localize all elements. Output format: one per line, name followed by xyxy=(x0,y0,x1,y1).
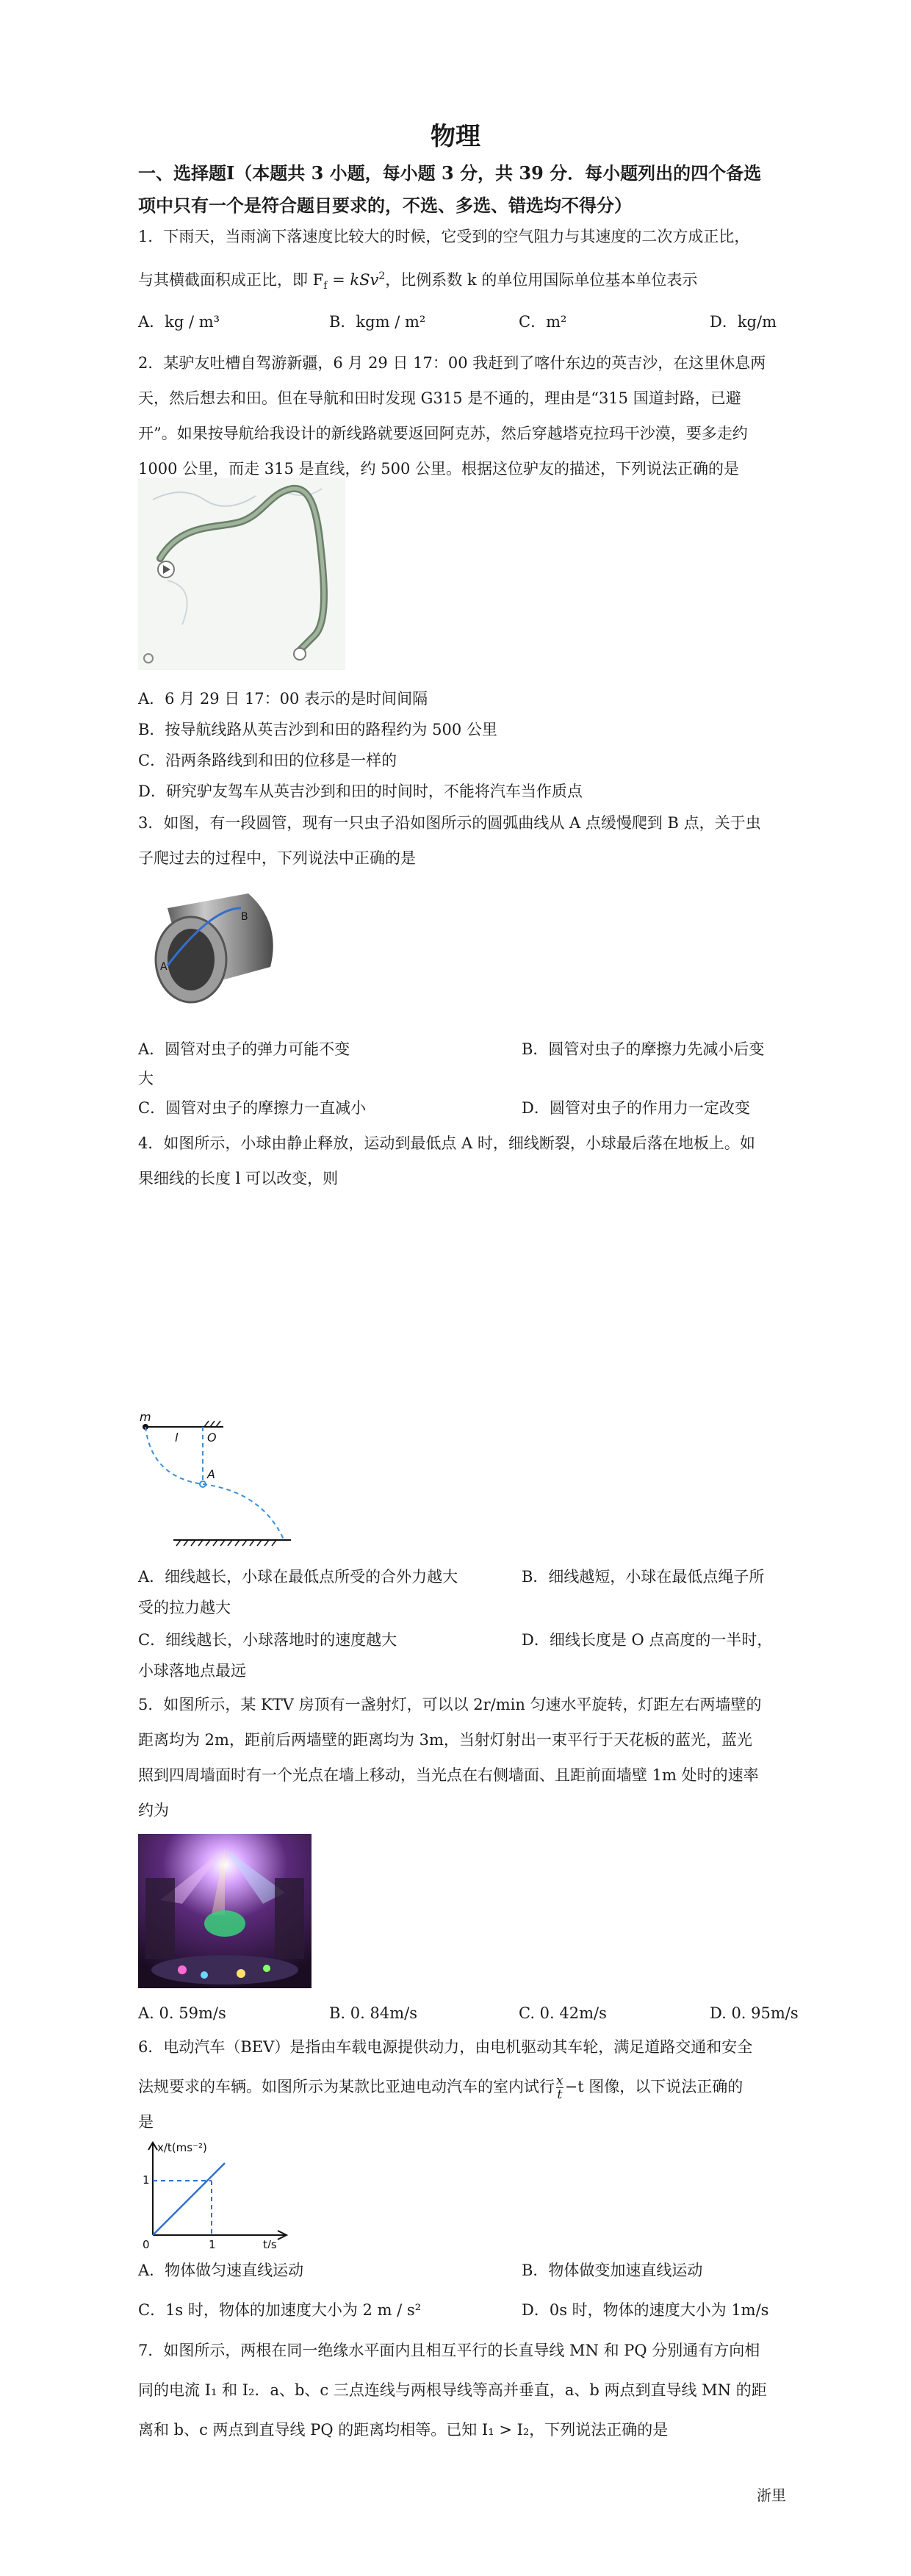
q1-option-d[interactable]: D．kg/m xyxy=(710,313,777,331)
end-marker-icon xyxy=(294,648,306,660)
xt-t-graph xyxy=(138,2138,307,2248)
origin-label: 0 xyxy=(143,2238,150,2248)
q3-option-a[interactable]: A．圆管对虫子的弹力可能不变 xyxy=(138,1040,350,1058)
question-5-line-4: 约为 xyxy=(138,1802,169,1819)
question-2-line-3: 开”。如果按导航给我设计的新线路就要返回阿克苏，然后穿越塔克拉玛干沙漠，要多走约 xyxy=(138,425,748,442)
question-2 xyxy=(138,345,785,486)
q2-options xyxy=(138,683,583,807)
lowest-point-label: A xyxy=(207,1467,215,1481)
point-a-label: A xyxy=(160,961,168,973)
section-heading-line-1: 一、选择题Ⅰ（本题共 3 小题，每小题 3 分，共 39 分．每小题列出的四个备选 xyxy=(138,162,762,184)
question-4-line-1: 4．如图所示，小球由静止释放，运动到最低点 A 时，细线断裂，小球最后落在地板上。如 xyxy=(138,1134,755,1152)
page-title: 物理 xyxy=(431,122,480,151)
q5-option-a[interactable]: A. 0. 59m/s xyxy=(138,2004,226,2022)
question-7-line-3: 离和 b、c 两点到直导线 PQ 的距离均相等。已知 I₁ > I₂，下列说法正确的是 xyxy=(138,2421,669,2439)
q4-option-a[interactable]: A．细线越长，小球在最低点所受的合外力越大 xyxy=(138,1568,458,1586)
q2-option-b[interactable]: B．按导航线路从英吉沙到和田的路程约为 500 公里 xyxy=(138,721,497,738)
point-b-label: B xyxy=(241,911,248,923)
swing-path xyxy=(145,1427,203,1484)
q6-option-b[interactable]: B．物体做变加速直线运动 xyxy=(522,2262,703,2279)
q6-option-a[interactable]: A．物体做匀速直线运动 xyxy=(138,2262,304,2279)
question-4 xyxy=(138,1126,785,1196)
question-2-line-2: 天，然后想去和田。但在导航和田时发现 G315 是不通的，理由是“315 国道封路，已避 xyxy=(138,389,741,407)
question-3 xyxy=(138,805,785,876)
question-5-line-1: 5．如图所示，某 KTV 房顶有一盏射灯，可以以 2r/min 匀速水平旋转，灯距左右两墙壁的 xyxy=(138,1696,762,1713)
section-heading-line-2: 项中只有一个是符合题目要求的，不选、多选、错选均不得分） xyxy=(138,195,632,216)
y-tick-label: 1 xyxy=(143,2173,150,2187)
q3-option-b-continued: 大 xyxy=(138,1070,154,1087)
q2-option-d[interactable]: D．研究驴友驾车从英吉沙到和田的时间时，不能将汽车当作质点 xyxy=(138,782,583,800)
q2-option-c[interactable]: C．沿两条路线到和田的位移是一样的 xyxy=(138,752,397,769)
q6-option-c[interactable]: C．1s 时，物体的加速度大小为 2 m / s² xyxy=(138,2301,422,2319)
q4-option-b[interactable]: B．细线越短，小球在最低点绳子所 xyxy=(522,1568,765,1586)
q4-option-d[interactable]: D．细线长度是 O 点高度的一半时， xyxy=(522,1631,773,1649)
question-2-line-1: 2．某驴友吐槽自驾游新疆，6 月 29 日 17：00 我赶到了喀什东边的英吉沙，在这里休息两 xyxy=(138,354,766,372)
section-heading xyxy=(138,157,785,222)
question-5-line-3: 照到四周墙面时有一个光点在墙上移动，当光点在右侧墙面、且距前面墙壁 1m 处时的速率 xyxy=(138,1766,759,1784)
page-footer: 浙里 xyxy=(757,2486,786,2504)
q1-option-a[interactable]: A．kg / m³ xyxy=(138,313,220,331)
pendulum-diagram xyxy=(137,1411,313,1550)
q1-option-b[interactable]: B．kgm / m² xyxy=(329,313,426,331)
floor-hatching xyxy=(176,1540,276,1546)
projectile-path xyxy=(203,1484,284,1539)
question-1-line-1: 1．下雨天，当雨滴下落速度比较大的时候，它受到的空气阻力与其速度的二次方成正比， xyxy=(138,228,750,245)
q3-option-d[interactable]: D．圆管对虫子的作用力一定改变 xyxy=(522,1099,750,1117)
question-3-line-1: 3．如图，有一段圆管，现有一只虫子沿如图所示的圆弧曲线从 A 点缓慢爬到 B 点，关于虫 xyxy=(138,814,761,832)
q5-option-d[interactable]: D. 0. 95m/s xyxy=(710,2004,799,2022)
q4-option-c[interactable]: C．细线越长，小球落地时的速度越大 xyxy=(138,1631,397,1649)
q4-option-b-continued: 受的拉力越大 xyxy=(138,1599,231,1616)
q2-option-a[interactable]: A．6 月 29 日 17：00 表示的是时间间隔 xyxy=(138,690,428,708)
y-axis-label: x/t(ms⁻²) xyxy=(157,2141,207,2154)
tube-image xyxy=(138,879,285,1014)
question-1-line-2: 与其横截面积成正比，即 $F_f = kSv^2$，比例系数 k 的单位用国际单位基本单位表示 xyxy=(138,270,698,292)
question-2-line-4: 1000 公里，而走 315 是直线，约 500 公里。根据这位驴友的描述，下列说法正确的是 xyxy=(138,460,739,478)
q1-option-c[interactable]: C．m² xyxy=(519,313,567,331)
question-1 xyxy=(138,219,785,303)
question-3-line-2: 子爬过去的过程中，下列说法中正确的是 xyxy=(138,849,416,867)
q4-option-d-continued: 小球落地点最远 xyxy=(138,1662,246,1680)
question-6-line-1: 6．电动汽车（BEV）是指由车载电源提供动力，由电机驱动其车轮，满足道路交通和安全 xyxy=(138,2038,753,2056)
question-6 xyxy=(138,2029,785,2140)
x-tick-label: 1 xyxy=(209,2238,216,2248)
mass-label: m xyxy=(140,1411,151,1424)
question-5-line-2: 距离均为 2m，距前后两墙壁的距离均为 3m，当射灯射出一束平行于天花板的蓝光，蓝光 xyxy=(138,1731,752,1749)
q3-option-c[interactable]: C．圆管对虫子的摩擦力一直减小 xyxy=(138,1099,367,1117)
q3-option-b[interactable]: B．圆管对虫子的摩擦力先减小后变 xyxy=(522,1040,765,1058)
question-4-line-2: 果细线的长度 l 可以改变，则 xyxy=(138,1170,339,1187)
ktv-room-image xyxy=(138,1834,312,1988)
x-axis-label: t/s xyxy=(263,2238,277,2248)
route-map-image xyxy=(138,478,345,670)
q5-option-b[interactable]: B. 0. 84m/s xyxy=(329,2004,417,2022)
question-7-line-2: 同的电流 I₁ 和 I₂．a、b、c 三点连线与两根导线等高并垂直，a、b 两点到直导线 MN 的距 xyxy=(138,2381,767,2399)
question-7 xyxy=(138,2331,785,2450)
question-6-line-3: 是 xyxy=(138,2113,154,2131)
q6-option-d[interactable]: D．0s 时，物体的速度大小为 1m/s xyxy=(522,2301,769,2319)
fraction-x-over-t: $\frac{x}{t}$ xyxy=(556,2073,563,2102)
data-line xyxy=(153,2163,225,2235)
question-5 xyxy=(138,1687,785,1828)
q5-option-c[interactable]: C. 0. 42m/s xyxy=(519,2004,607,2022)
question-7-line-1: 7．如图所示，两根在同一绝缘水平面内且相互平行的长直导线 MN 和 PQ 分别通有方向相 xyxy=(138,2342,760,2359)
pivot-label: O xyxy=(207,1431,217,1444)
length-label: l xyxy=(175,1431,179,1444)
question-6-line-2: 法规要求的车辆。如图所示为某款比亚迪电动汽车的室内试行 $\frac{x}{t}$ −t 图像，以下说法正确的 xyxy=(138,2073,743,2102)
